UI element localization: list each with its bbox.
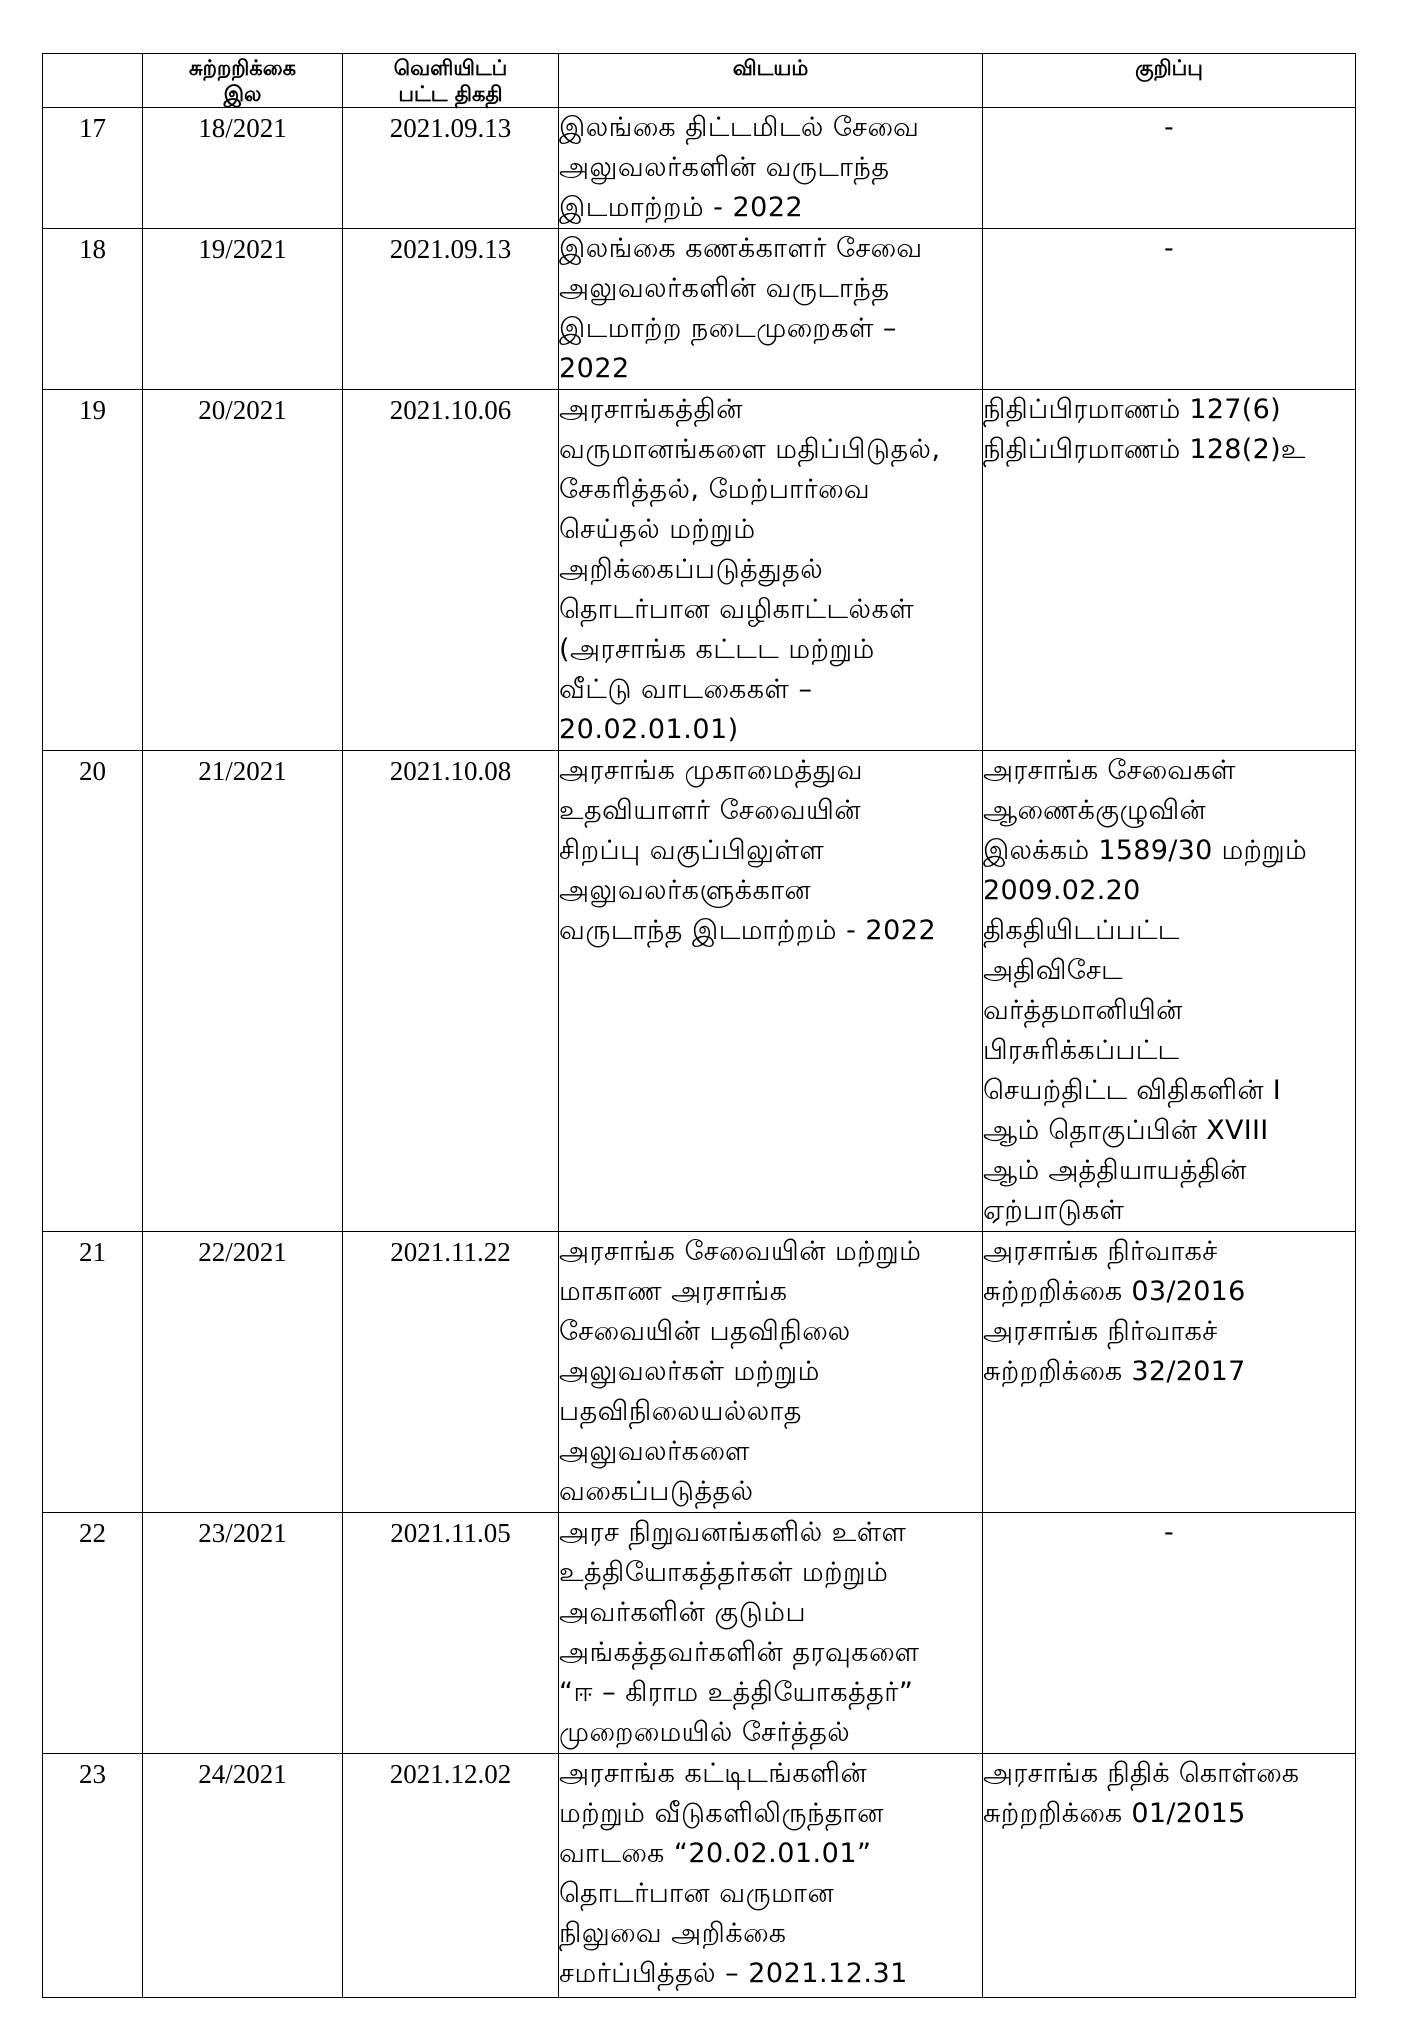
table-row (43, 108, 1356, 229)
table-body (43, 108, 1356, 1998)
serial-no-cell: 18 (43, 229, 143, 390)
subject-cell (559, 390, 983, 751)
remarks-line: வர்த்தமானியின் (983, 995, 1183, 1026)
subject-line: சேவையின் பதவிநிலை (559, 1316, 851, 1347)
table-row (43, 751, 1356, 1232)
remarks-line: அரசாங்க சேவைகள் (983, 755, 1236, 786)
table-row (43, 229, 1356, 390)
subject-line: பதவிநிலையல்லாத (559, 1396, 802, 1427)
subject-line: இடமாற்றம் - 2022 (559, 192, 804, 223)
subject-cell (559, 229, 983, 390)
circular-no-cell: 22/2021 (143, 1232, 343, 1513)
serial-no-cell: 20 (43, 751, 143, 1232)
serial-no-cell: 21 (43, 1232, 143, 1513)
subject-line: அங்கத்தவர்களின் தரவுகளை (559, 1637, 920, 1668)
remarks-line: ஆம் அத்தியாயத்தின் (983, 1155, 1247, 1186)
remarks-line: அதிவிசேட (983, 955, 1123, 986)
subject-line: மாகாண அரசாங்க (559, 1276, 788, 1307)
issue-date-cell: 2021.11.05 (343, 1513, 559, 1754)
circular-no-cell: 20/2021 (143, 390, 343, 751)
circular-no-cell: 21/2021 (143, 751, 343, 1232)
remarks-line: இலக்கம் 1589/30 மற்றும் (983, 835, 1308, 866)
subject-line: அரச நிறுவனங்களில் உள்ள (559, 1517, 907, 1548)
subject-line: அரசாங்க கட்டிடங்களின் (559, 1758, 868, 1789)
remarks-line: சுற்றறிக்கை 01/2015 (983, 1798, 1246, 1829)
remarks-line: செயற்திட்ட விதிகளின் I (983, 1075, 1282, 1106)
table-row (43, 1513, 1356, 1754)
serial-no-cell: 17 (43, 108, 143, 229)
subject-line: சேகரித்தல், மேற்பார்வை (559, 474, 871, 505)
remarks-line: ஆணைக்குழுவின் (983, 795, 1207, 826)
remarks-line: ஆம் தொகுப்பின் XVIII (983, 1115, 1269, 1146)
subject-line: வருடாந்த இடமாற்றம் - 2022 (559, 915, 937, 946)
subject-line: அரசாங்கத்தின் (559, 394, 743, 425)
header-serial-no (43, 54, 143, 108)
header-remarks: குறிப்பு (983, 54, 1356, 108)
remarks-cell (983, 751, 1356, 1232)
subject-line: சமர்ப்பித்தல் – 2021.12.31 (559, 1958, 908, 1989)
circular-no-cell: 23/2021 (143, 1513, 343, 1754)
remarks-line: நிதிப்பிரமாணம் 127(6) (983, 394, 1281, 425)
header-circular-no-line: இல (223, 82, 262, 106)
remarks-line: அரசாங்க நிர்வாகச் (983, 1316, 1218, 1347)
table-row (43, 390, 1356, 751)
table-header-row (43, 54, 1356, 108)
remarks-line: ஏற்பாடுகள் (983, 1195, 1125, 1226)
serial-no-cell: 23 (43, 1754, 143, 1998)
remarks-line: - (1163, 233, 1175, 264)
header-circular-no-line: சுற்றறிக்கை (188, 56, 297, 80)
subject-line: இலங்கை திட்டமிடல் சேவை (559, 112, 920, 143)
header-circular-no (143, 54, 343, 108)
subject-line: வருமானங்களை மதிப்பிடுதல், (559, 434, 941, 465)
header-issue-date-line: பட்ட திகதி (398, 82, 503, 106)
circular-no-cell: 24/2021 (143, 1754, 343, 1998)
serial-no-cell: 22 (43, 1513, 143, 1754)
subject-cell (559, 108, 983, 229)
remarks-cell (983, 390, 1356, 751)
remarks-line: நிதிப்பிரமாணம் 128(2)உ (983, 434, 1306, 465)
subject-line: தொடர்பான வழிகாட்டல்கள் (559, 594, 915, 625)
subject-line: அவர்களின் குடும்ப (559, 1597, 807, 1628)
remarks-line: சுற்றறிக்கை 03/2016 (983, 1276, 1246, 1307)
subject-line: அரசாங்க முகாமைத்துவ (559, 755, 863, 786)
subject-line: செய்தல் மற்றும் (559, 514, 756, 545)
subject-line: அறிக்கைப்படுத்துதல் (559, 554, 824, 585)
table-row (43, 1232, 1356, 1513)
subject-line: உத்தியோகத்தர்கள் மற்றும் (559, 1557, 889, 1588)
remarks-cell (983, 1754, 1356, 1998)
subject-line: இடமாற்ற நடைமுறைகள் – (559, 313, 897, 344)
circular-no-cell: 19/2021 (143, 229, 343, 390)
issue-date-cell: 2021.09.13 (343, 108, 559, 229)
remarks-cell (983, 1513, 1356, 1754)
header-issue-date (343, 54, 559, 108)
remarks-cell (983, 1232, 1356, 1513)
issue-date-cell: 2021.09.13 (343, 229, 559, 390)
issue-date-cell: 2021.10.08 (343, 751, 559, 1232)
subject-line: அரசாங்க சேவையின் மற்றும் (559, 1236, 922, 1267)
serial-no-cell: 19 (43, 390, 143, 751)
subject-cell (559, 751, 983, 1232)
subject-line: மற்றும் வீடுகளிலிருந்தான (559, 1798, 884, 1829)
header-issue-date-line: வெளியிடப் (393, 56, 508, 80)
subject-line: வாடகை “20.02.01.01” (559, 1838, 872, 1869)
subject-line: 2022 (559, 353, 630, 384)
remarks-line: திகதியிடப்பட்ட (983, 915, 1180, 946)
subject-line: “ஈ – கிராம உத்தியோகத்தர்” (559, 1677, 914, 1708)
subject-line: அலுவலர்களின் வருடாந்த (559, 152, 890, 183)
subject-line: நிலுவை அறிக்கை (559, 1918, 787, 1949)
remarks-line: 2009.02.20 (983, 875, 1141, 906)
subject-line: வகைப்படுத்தல் (559, 1476, 754, 1507)
subject-line: முறைமையில் சேர்த்தல் (559, 1717, 851, 1748)
circular-no-cell: 18/2021 (143, 108, 343, 229)
subject-line: வீட்டு வாடகைகள் – (559, 674, 813, 705)
header-subject: விடயம் (559, 54, 983, 108)
subject-line: தொடர்பான வருமான (559, 1878, 835, 1909)
issue-date-cell: 2021.11.22 (343, 1232, 559, 1513)
remarks-line: - (1163, 1517, 1175, 1548)
circulars-table (42, 53, 1356, 1998)
remarks-line: அரசாங்க நிதிக் கொள்கை (983, 1758, 1300, 1789)
subject-line: அலுவலர்களை (559, 1436, 750, 1467)
table-row (43, 1754, 1356, 1998)
remarks-cell (983, 108, 1356, 229)
subject-cell (559, 1513, 983, 1754)
issue-date-cell: 2021.10.06 (343, 390, 559, 751)
subject-line: அலுவலர்களுக்கான (559, 875, 812, 906)
remarks-line: அரசாங்க நிர்வாகச் (983, 1236, 1218, 1267)
issue-date-cell: 2021.12.02 (343, 1754, 559, 1998)
subject-line: உதவியாளர் சேவையின் (559, 795, 862, 826)
remarks-line: பிரசுரிக்கப்பட்ட (983, 1035, 1180, 1066)
subject-line: 20.02.01.01) (559, 714, 739, 745)
subject-line: சிறப்பு வகுப்பிலுள்ள (559, 835, 825, 866)
subject-cell (559, 1232, 983, 1513)
remarks-cell (983, 229, 1356, 390)
remarks-line: சுற்றறிக்கை 32/2017 (983, 1356, 1246, 1387)
subject-line: (அரசாங்க கட்டட மற்றும் (559, 634, 875, 665)
subject-line: இலங்கை கணக்காளர் சேவை (559, 233, 923, 264)
remarks-line: - (1163, 112, 1175, 143)
subject-line: அலுவலர்களின் வருடாந்த (559, 273, 890, 304)
subject-line: அலுவலர்கள் மற்றும் (559, 1356, 820, 1387)
subject-cell (559, 1754, 983, 1998)
